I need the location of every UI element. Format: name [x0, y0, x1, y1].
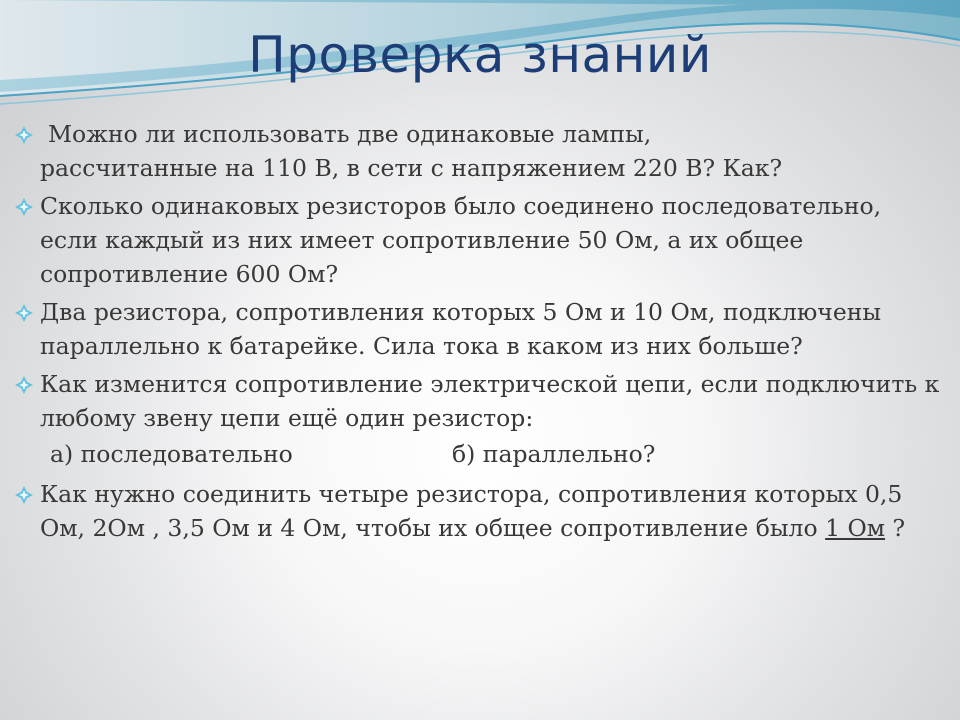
question-item	[12, 477, 942, 545]
question-text: Два резистора, сопротивления которых 5 Ом и 10 Ом, подключены параллельно к батарейке. Сила тока в каком из них больше?	[40, 298, 882, 360]
diamond-bullet-icon	[14, 197, 34, 217]
diamond-bullet-icon	[14, 375, 34, 395]
question-text-end: ?	[885, 514, 906, 542]
question-text-line: рассчитанные на 110 В, в сети с напряжением 220 В? Как?	[40, 154, 783, 182]
slide-title: Проверка знаний	[248, 26, 712, 84]
question-text-line: Можно ли использовать две одинаковые лампы,	[48, 120, 652, 148]
question-item	[12, 189, 942, 291]
question-text: Сколько одинаковых резисторов было соединено последовательно, если каждый из них имеет сопротивление 50 Ом, а их общее сопротивление 600 Ом?	[40, 192, 882, 288]
question-item	[12, 295, 942, 363]
question-text: Как изменится сопротивление электрической цепи, если подключить к любому звену цепи ещё один резистор:	[40, 370, 940, 432]
answer-options	[12, 437, 942, 471]
option-a: а) последовательно	[50, 440, 293, 468]
diamond-bullet-icon	[14, 485, 34, 505]
underlined-value: 1 Ом	[825, 514, 886, 542]
question-text: Как нужно соединить четыре резистора, сопротивления которых 0,5 Ом, 2Ом , 3,5 Ом и 4 Ом, чтобы их общее сопротивление было	[40, 480, 903, 542]
question-item	[12, 367, 942, 435]
question-item	[12, 117, 942, 185]
questions-list	[12, 117, 942, 549]
option-b: б) параллельно?	[452, 440, 656, 468]
diamond-bullet-icon	[14, 303, 34, 323]
diamond-bullet-icon	[14, 125, 34, 145]
